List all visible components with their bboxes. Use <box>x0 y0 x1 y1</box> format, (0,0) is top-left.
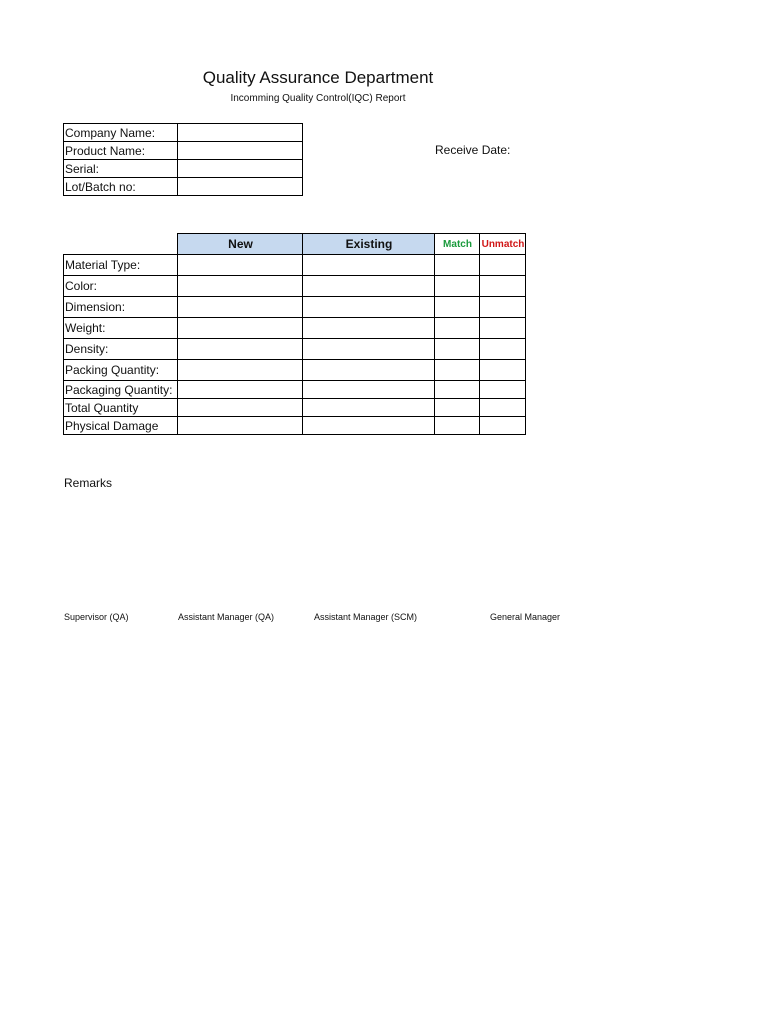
unmatch-cell[interactable] <box>480 399 526 417</box>
row-label: Total Quantity <box>64 399 178 417</box>
info-table <box>63 123 303 196</box>
row-label: Packaging Quantity: <box>64 381 178 399</box>
page-title: Quality Assurance Department <box>202 68 434 87</box>
match-cell[interactable] <box>435 339 480 360</box>
new-cell[interactable] <box>178 381 303 399</box>
signature-assistant-manager-qa: Assistant Manager (QA) <box>178 612 275 622</box>
table-row <box>64 255 526 276</box>
new-cell[interactable] <box>178 399 303 417</box>
new-cell[interactable] <box>178 297 303 318</box>
existing-cell[interactable] <box>303 399 435 417</box>
unmatch-cell[interactable] <box>480 255 526 276</box>
info-value-cell[interactable] <box>178 142 303 160</box>
existing-cell[interactable] <box>303 381 435 399</box>
existing-cell[interactable] <box>303 255 435 276</box>
unmatch-cell[interactable] <box>480 360 526 381</box>
table-row <box>64 360 526 381</box>
existing-cell[interactable] <box>303 417 435 435</box>
table-row <box>64 339 526 360</box>
info-label: Serial: <box>64 160 178 178</box>
table-row <box>64 297 526 318</box>
unmatch-cell[interactable] <box>480 276 526 297</box>
row-label: Physical Damage <box>64 417 178 435</box>
match-cell[interactable] <box>435 297 480 318</box>
table-row <box>64 399 526 417</box>
header-new: New <box>178 234 303 255</box>
row-label: Weight: <box>64 318 178 339</box>
new-cell[interactable] <box>178 417 303 435</box>
info-row <box>64 142 303 160</box>
row-label: Dimension: <box>64 297 178 318</box>
comparison-header-row <box>64 234 526 255</box>
row-label: Density: <box>64 339 178 360</box>
existing-cell[interactable] <box>303 297 435 318</box>
table-row <box>64 417 526 435</box>
table-row <box>64 381 526 399</box>
info-row <box>64 178 303 196</box>
info-value-cell[interactable] <box>178 160 303 178</box>
table-row <box>64 318 526 339</box>
match-cell[interactable] <box>435 360 480 381</box>
info-label: Company Name: <box>64 124 178 142</box>
signature-supervisor-qa: Supervisor (QA) <box>64 612 129 622</box>
match-cell[interactable] <box>435 276 480 297</box>
existing-cell[interactable] <box>303 318 435 339</box>
info-label: Product Name: <box>64 142 178 160</box>
match-cell[interactable] <box>435 255 480 276</box>
header-blank-cell <box>64 234 178 255</box>
report-subtitle: Incomming Quality Control(IQC) Report <box>230 93 406 104</box>
new-cell[interactable] <box>178 255 303 276</box>
existing-cell[interactable] <box>303 276 435 297</box>
header-unmatch: Unmatch <box>480 234 526 255</box>
unmatch-cell[interactable] <box>480 381 526 399</box>
info-row <box>64 160 303 178</box>
row-label: Packing Quantity: <box>64 360 178 381</box>
info-row <box>64 124 303 142</box>
new-cell[interactable] <box>178 276 303 297</box>
info-value-cell[interactable] <box>178 124 303 142</box>
unmatch-cell[interactable] <box>480 339 526 360</box>
remarks-label: Remarks <box>64 476 113 490</box>
existing-cell[interactable] <box>303 360 435 381</box>
match-cell[interactable] <box>435 399 480 417</box>
new-cell[interactable] <box>178 318 303 339</box>
unmatch-cell[interactable] <box>480 318 526 339</box>
unmatch-cell[interactable] <box>480 297 526 318</box>
signature-general-manager: General Manager <box>490 612 561 622</box>
match-cell[interactable] <box>435 318 480 339</box>
comparison-table <box>63 233 526 435</box>
info-value-cell[interactable] <box>178 178 303 196</box>
header-existing: Existing <box>303 234 435 255</box>
row-label: Material Type: <box>64 255 178 276</box>
new-cell[interactable] <box>178 339 303 360</box>
header-match: Match <box>435 234 480 255</box>
receive-date-label: Receive Date: <box>435 143 511 157</box>
signature-assistant-manager-scm: Assistant Manager (SCM) <box>314 612 418 622</box>
info-label: Lot/Batch no: <box>64 178 178 196</box>
existing-cell[interactable] <box>303 339 435 360</box>
row-label: Color: <box>64 276 178 297</box>
table-row <box>64 276 526 297</box>
match-cell[interactable] <box>435 381 480 399</box>
match-cell[interactable] <box>435 417 480 435</box>
unmatch-cell[interactable] <box>480 417 526 435</box>
new-cell[interactable] <box>178 360 303 381</box>
